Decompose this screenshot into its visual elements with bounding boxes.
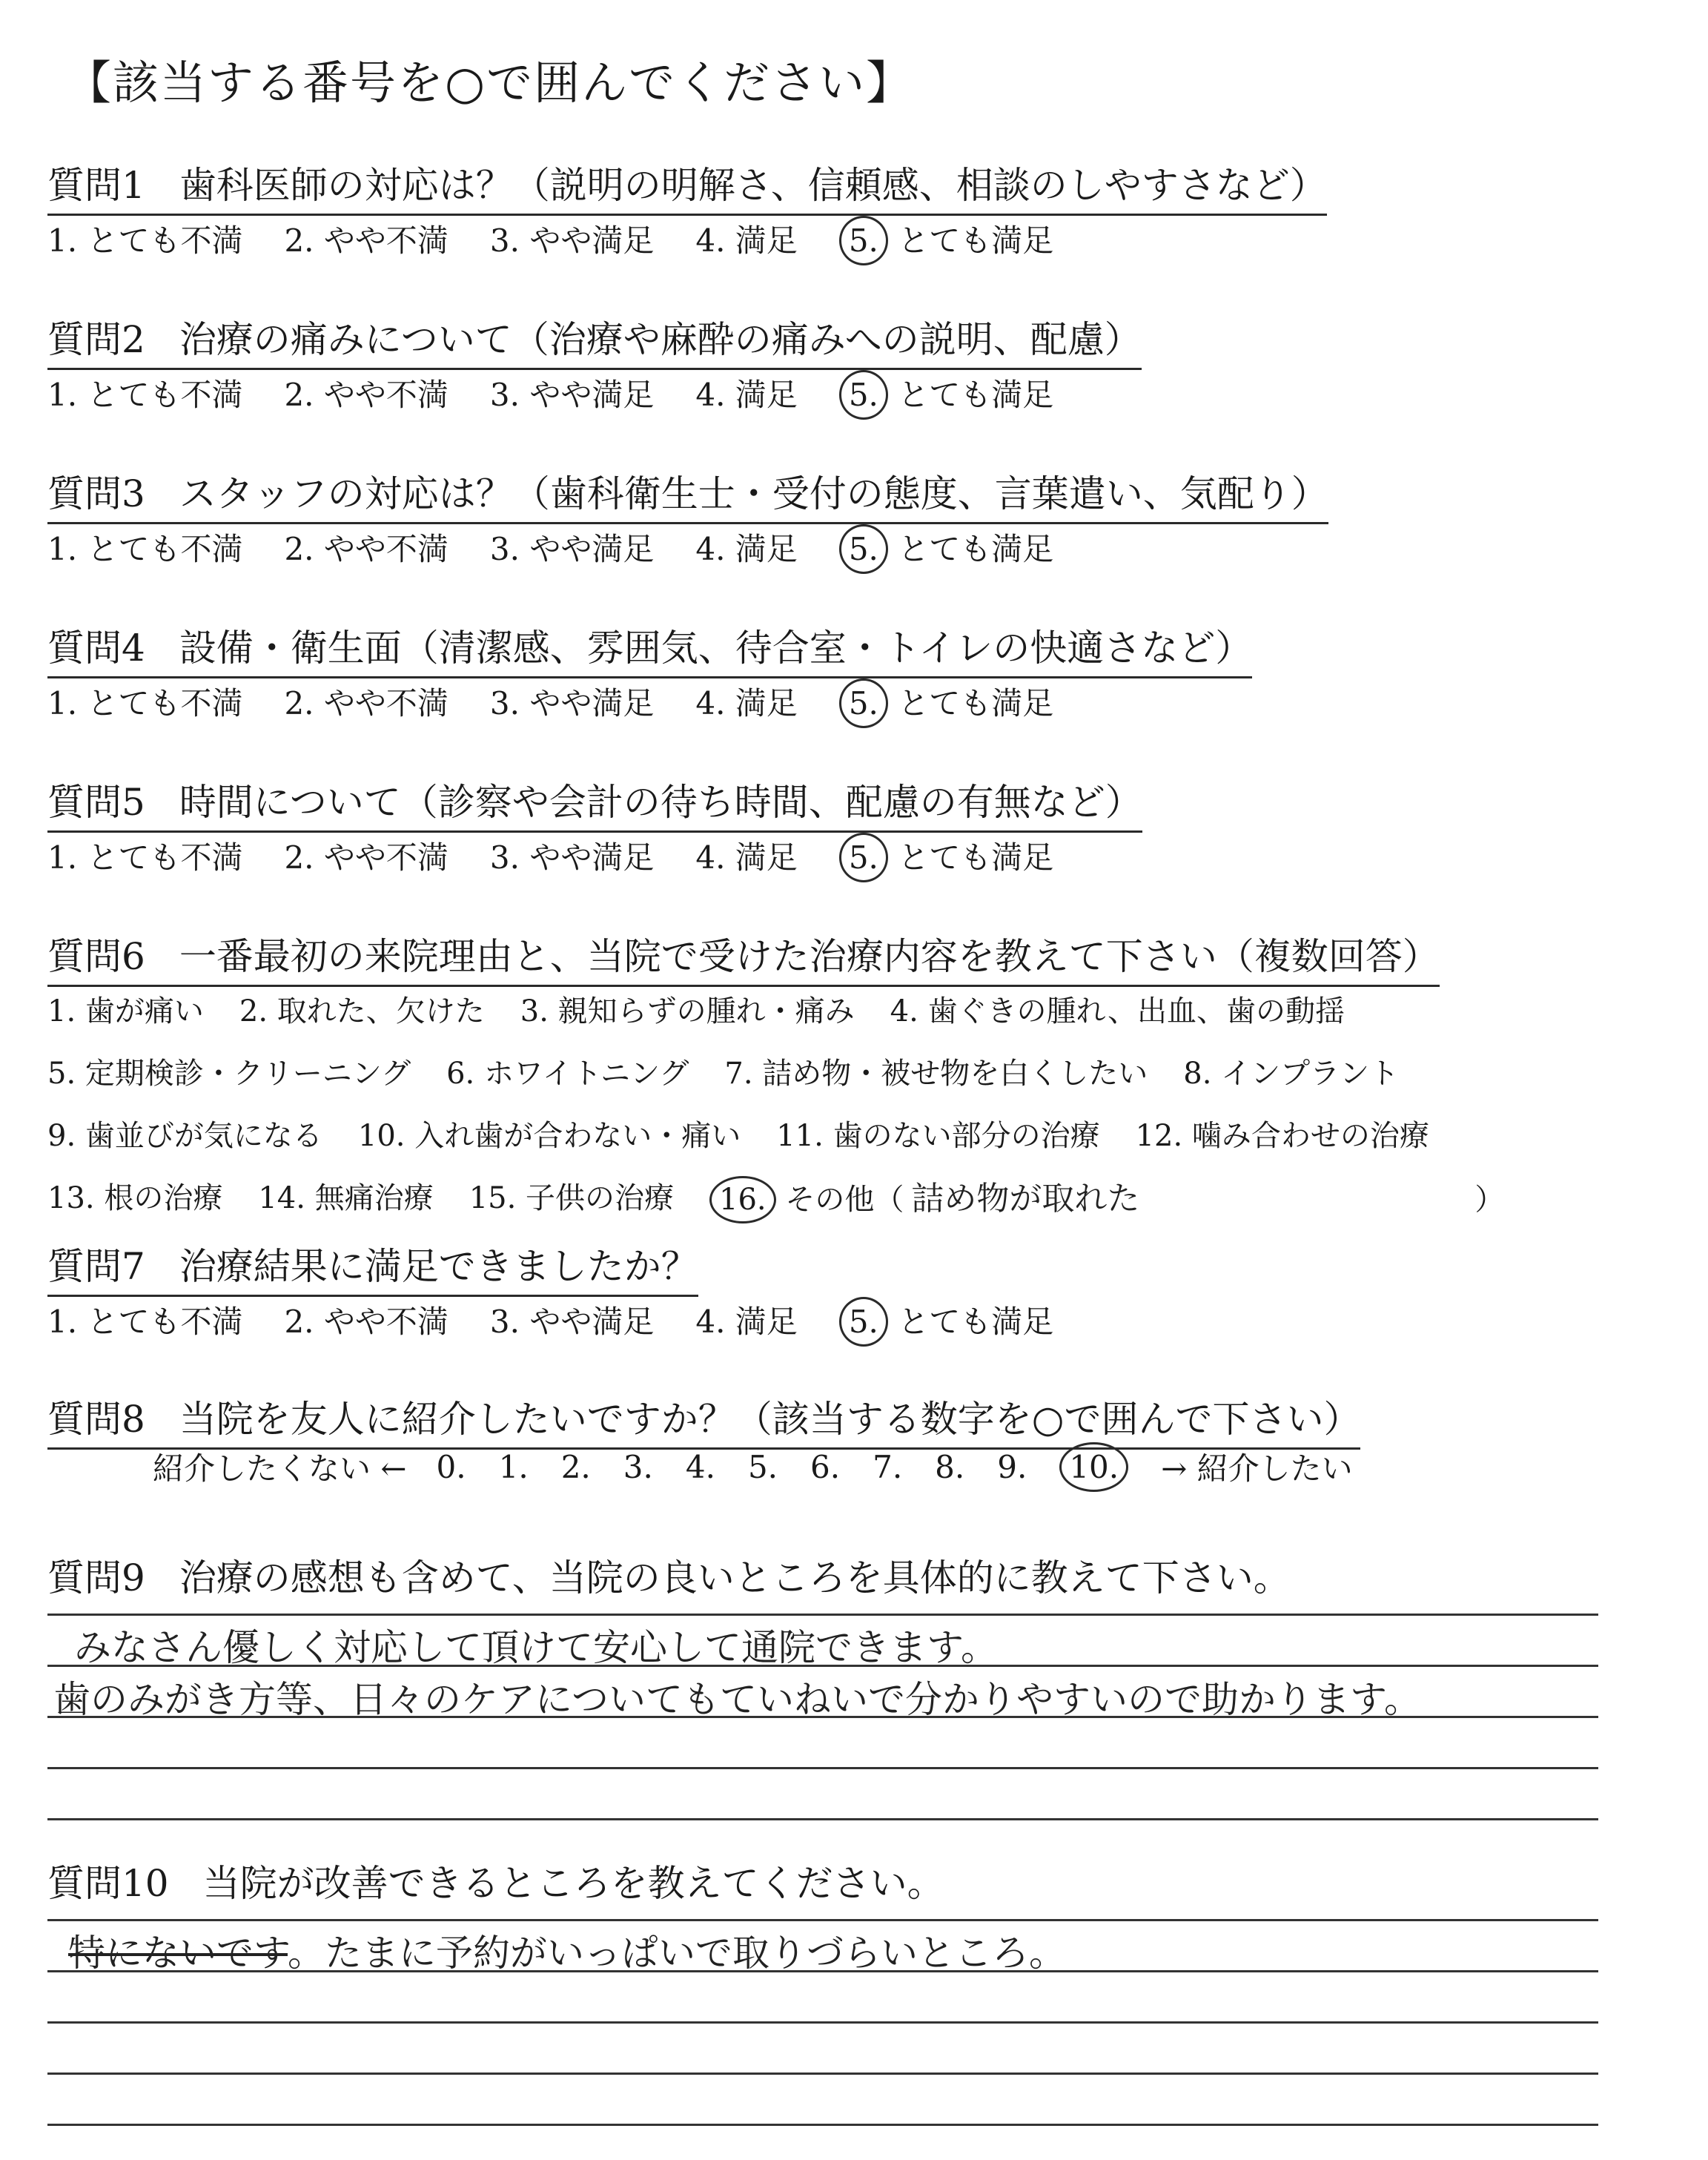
option-4[interactable]: 4. 満足 <box>695 1304 798 1340</box>
option-2[interactable]: 2. やや不満 <box>284 1304 448 1340</box>
q6-row-3 <box>47 1102 1540 1164</box>
q6-row-4 <box>47 1164 1540 1226</box>
q6-option-14[interactable]: 14. 無痛治療 <box>258 1180 434 1215</box>
scale-9[interactable]: 9. <box>997 1448 1027 1485</box>
option-3[interactable]: 3. やや満足 <box>489 685 655 721</box>
option-3[interactable]: 3. やや満足 <box>489 531 655 567</box>
q7-options <box>47 1298 1053 1342</box>
answer-line <box>47 1818 1598 1820</box>
option-3[interactable]: 3. やや満足 <box>489 377 655 413</box>
q6-option-4[interactable]: 4. 歯ぐきの腫れ、出血、歯の動揺 <box>890 994 1345 1028</box>
question-text: 一番最初の来院理由と、当院で受けた治療内容を教えて下さい（複数回答） <box>179 935 1440 978</box>
q6-option-2[interactable]: 2. 取れた、欠けた <box>239 994 485 1028</box>
option-4[interactable]: 4. 満足 <box>695 685 798 721</box>
option-2[interactable]: 2. やや不満 <box>284 377 448 413</box>
q8-scale <box>153 1444 1353 1489</box>
question-text: 治療結果に満足できましたか？ <box>179 1245 698 1288</box>
q10-answer-text: 。たまに予約がいっぱいで取りづらいところ。 <box>288 1932 1066 1975</box>
q6-option-11[interactable]: 11. 歯のない部分の治療 <box>776 1118 1100 1153</box>
question-text: 治療の感想も含めて、当院の良いところを具体的に教えて下さい。 <box>179 1556 1291 1599</box>
question-7 <box>47 1237 698 1297</box>
question-number: 質問5 <box>47 781 145 824</box>
scale-left-label: 紹介したくない ← <box>153 1450 407 1487</box>
answer-line <box>47 2124 1598 2126</box>
q6-option-9[interactable]: 9. 歯並びが気になる <box>47 1118 322 1153</box>
q6-option-16-circled[interactable]: 16. その他（ 詰め物が取れた ） <box>709 1172 1504 1219</box>
option-2[interactable]: 2. やや不満 <box>284 839 448 876</box>
q6-option-3[interactable]: 3. 親知らずの腫れ・痛み <box>520 994 855 1028</box>
question-text: 設備・衛生面（清潔感、雰囲気、待合室・トイレの快適さなど） <box>179 627 1253 670</box>
q6-option-8[interactable]: 8. インプラント <box>1183 1056 1400 1091</box>
q9-answer-line-1[interactable]: みなさん優しく対応して頂けて安心して通院できます。 <box>74 1626 998 1669</box>
answer-line <box>47 2021 1598 2024</box>
question-text: 当院が改善できるところを教えてください。 <box>202 1862 944 1905</box>
q2-options <box>47 371 1053 415</box>
option-5-circled[interactable]: 5. とても満足 <box>839 371 1053 415</box>
scale-4[interactable]: 4. <box>685 1448 715 1485</box>
question-number: 質問4 <box>47 627 145 670</box>
scale-8[interactable]: 8. <box>935 1448 965 1485</box>
question-text: 治療の痛みについて（治療や麻酔の痛みへの説明、配慮） <box>179 318 1142 361</box>
option-5-circled[interactable]: 5. とても満足 <box>839 679 1053 724</box>
q6-option-13[interactable]: 13. 根の治療 <box>47 1180 223 1215</box>
scale-10-circled[interactable]: 10. <box>1059 1449 1128 1485</box>
scale-7[interactable]: 7. <box>873 1448 903 1485</box>
option-3[interactable]: 3. やや満足 <box>489 1304 655 1340</box>
question-9 <box>47 1548 1291 1606</box>
q5-options <box>47 833 1053 878</box>
q6-option-6[interactable]: 6. ホワイトニング <box>446 1056 689 1091</box>
question-4 <box>47 618 1252 678</box>
q6-options <box>47 977 1540 1226</box>
option-3[interactable]: 3. やや満足 <box>489 839 655 876</box>
question-text: 歯科医師の対応は？（説明の明解さ、信頼感、相談のしやすさなど） <box>179 164 1327 207</box>
answer-line <box>47 1614 1598 1616</box>
option-4[interactable]: 4. 満足 <box>695 839 798 876</box>
option-4[interactable]: 4. 満足 <box>695 222 798 259</box>
option-4[interactable]: 4. 満足 <box>695 531 798 567</box>
option-1[interactable]: 1. とても不満 <box>47 531 243 567</box>
scale-right-label: → 紹介したい <box>1161 1450 1353 1487</box>
question-number: 質問3 <box>47 472 145 515</box>
scale-5[interactable]: 5. <box>747 1448 778 1485</box>
question-2 <box>47 310 1142 370</box>
q3-options <box>47 525 1053 569</box>
question-number: 質問10 <box>47 1862 169 1905</box>
q10-answer[interactable] <box>68 1923 1066 1977</box>
question-number: 質問9 <box>47 1556 145 1599</box>
question-3 <box>47 464 1328 524</box>
answer-line <box>47 2073 1598 2075</box>
q6-option-12[interactable]: 12. 噛み合わせの治療 <box>1135 1118 1429 1153</box>
option-5-circled[interactable]: 5. とても満足 <box>839 525 1053 569</box>
option-1[interactable]: 1. とても不満 <box>47 222 243 259</box>
option-2[interactable]: 2. やや不満 <box>284 531 448 567</box>
q4-options <box>47 679 1053 724</box>
question-text: スタッフの対応は？（歯科衛生士・受付の態度、言葉遣い、気配り） <box>179 472 1328 515</box>
question-text: 時間について（診察や会計の待ち時間、配慮の有無など） <box>179 781 1142 824</box>
scale-0[interactable]: 0. <box>436 1448 466 1485</box>
q6-option-1[interactable]: 1. 歯が痛い <box>47 994 204 1028</box>
question-number: 質問2 <box>47 318 145 361</box>
q9-answer-line-2[interactable]: 歯のみがき方等、日々のケアについてもていねいで分かりやすいので助かります。 <box>53 1678 1421 1721</box>
option-5-circled[interactable]: 5. とても満足 <box>839 1298 1053 1342</box>
question-number: 質問7 <box>47 1245 145 1288</box>
question-number: 質問8 <box>47 1398 145 1441</box>
question-number: 質問1 <box>47 164 145 207</box>
answer-line <box>47 1919 1598 1921</box>
q6-option-7[interactable]: 7. 詰め物・被せ物を白くしたい <box>724 1056 1148 1091</box>
q6-row-2 <box>47 1040 1540 1102</box>
option-1[interactable]: 1. とても不満 <box>47 377 243 413</box>
option-1[interactable]: 1. とても不満 <box>47 1304 243 1340</box>
q1-options <box>47 217 1053 261</box>
option-2[interactable]: 2. やや不満 <box>284 222 448 259</box>
scale-2[interactable]: 2. <box>560 1448 591 1485</box>
option-5-circled[interactable]: 5. とても満足 <box>839 833 1053 878</box>
scale-6[interactable]: 6. <box>810 1448 841 1485</box>
page-title: 【該当する番号を○で囲んでください】 <box>65 56 914 110</box>
answer-line <box>47 1767 1598 1769</box>
option-5-circled[interactable]: 5. とても満足 <box>839 217 1053 261</box>
question-number: 質問6 <box>47 935 145 978</box>
struck-through-text: 特にないです <box>68 1932 288 1975</box>
option-3[interactable]: 3. やや満足 <box>489 222 655 259</box>
q6-option-5[interactable]: 5. 定期検診・クリーニング <box>47 1056 411 1091</box>
option-4[interactable]: 4. 満足 <box>695 377 798 413</box>
other-handwritten-answer[interactable]: 詰め物が取れた <box>911 1180 1140 1218</box>
question-8 <box>47 1390 1360 1450</box>
question-5 <box>47 773 1142 833</box>
option-1[interactable]: 1. とても不満 <box>47 685 243 721</box>
scale-3[interactable]: 3. <box>623 1448 653 1485</box>
scale-1[interactable]: 1. <box>498 1448 529 1485</box>
option-1[interactable]: 1. とても不満 <box>47 839 243 876</box>
question-text: 当院を友人に紹介したいですか？（該当する数字を○で囲んで下さい） <box>179 1398 1361 1441</box>
q6-option-10[interactable]: 10. 入れ歯が合わない・痛い <box>357 1118 741 1153</box>
question-10 <box>47 1854 944 1912</box>
question-1 <box>47 156 1327 216</box>
option-2[interactable]: 2. やや不満 <box>284 685 448 721</box>
q6-option-15[interactable]: 15. 子供の治療 <box>469 1180 675 1215</box>
q6-row-1 <box>47 977 1540 1040</box>
